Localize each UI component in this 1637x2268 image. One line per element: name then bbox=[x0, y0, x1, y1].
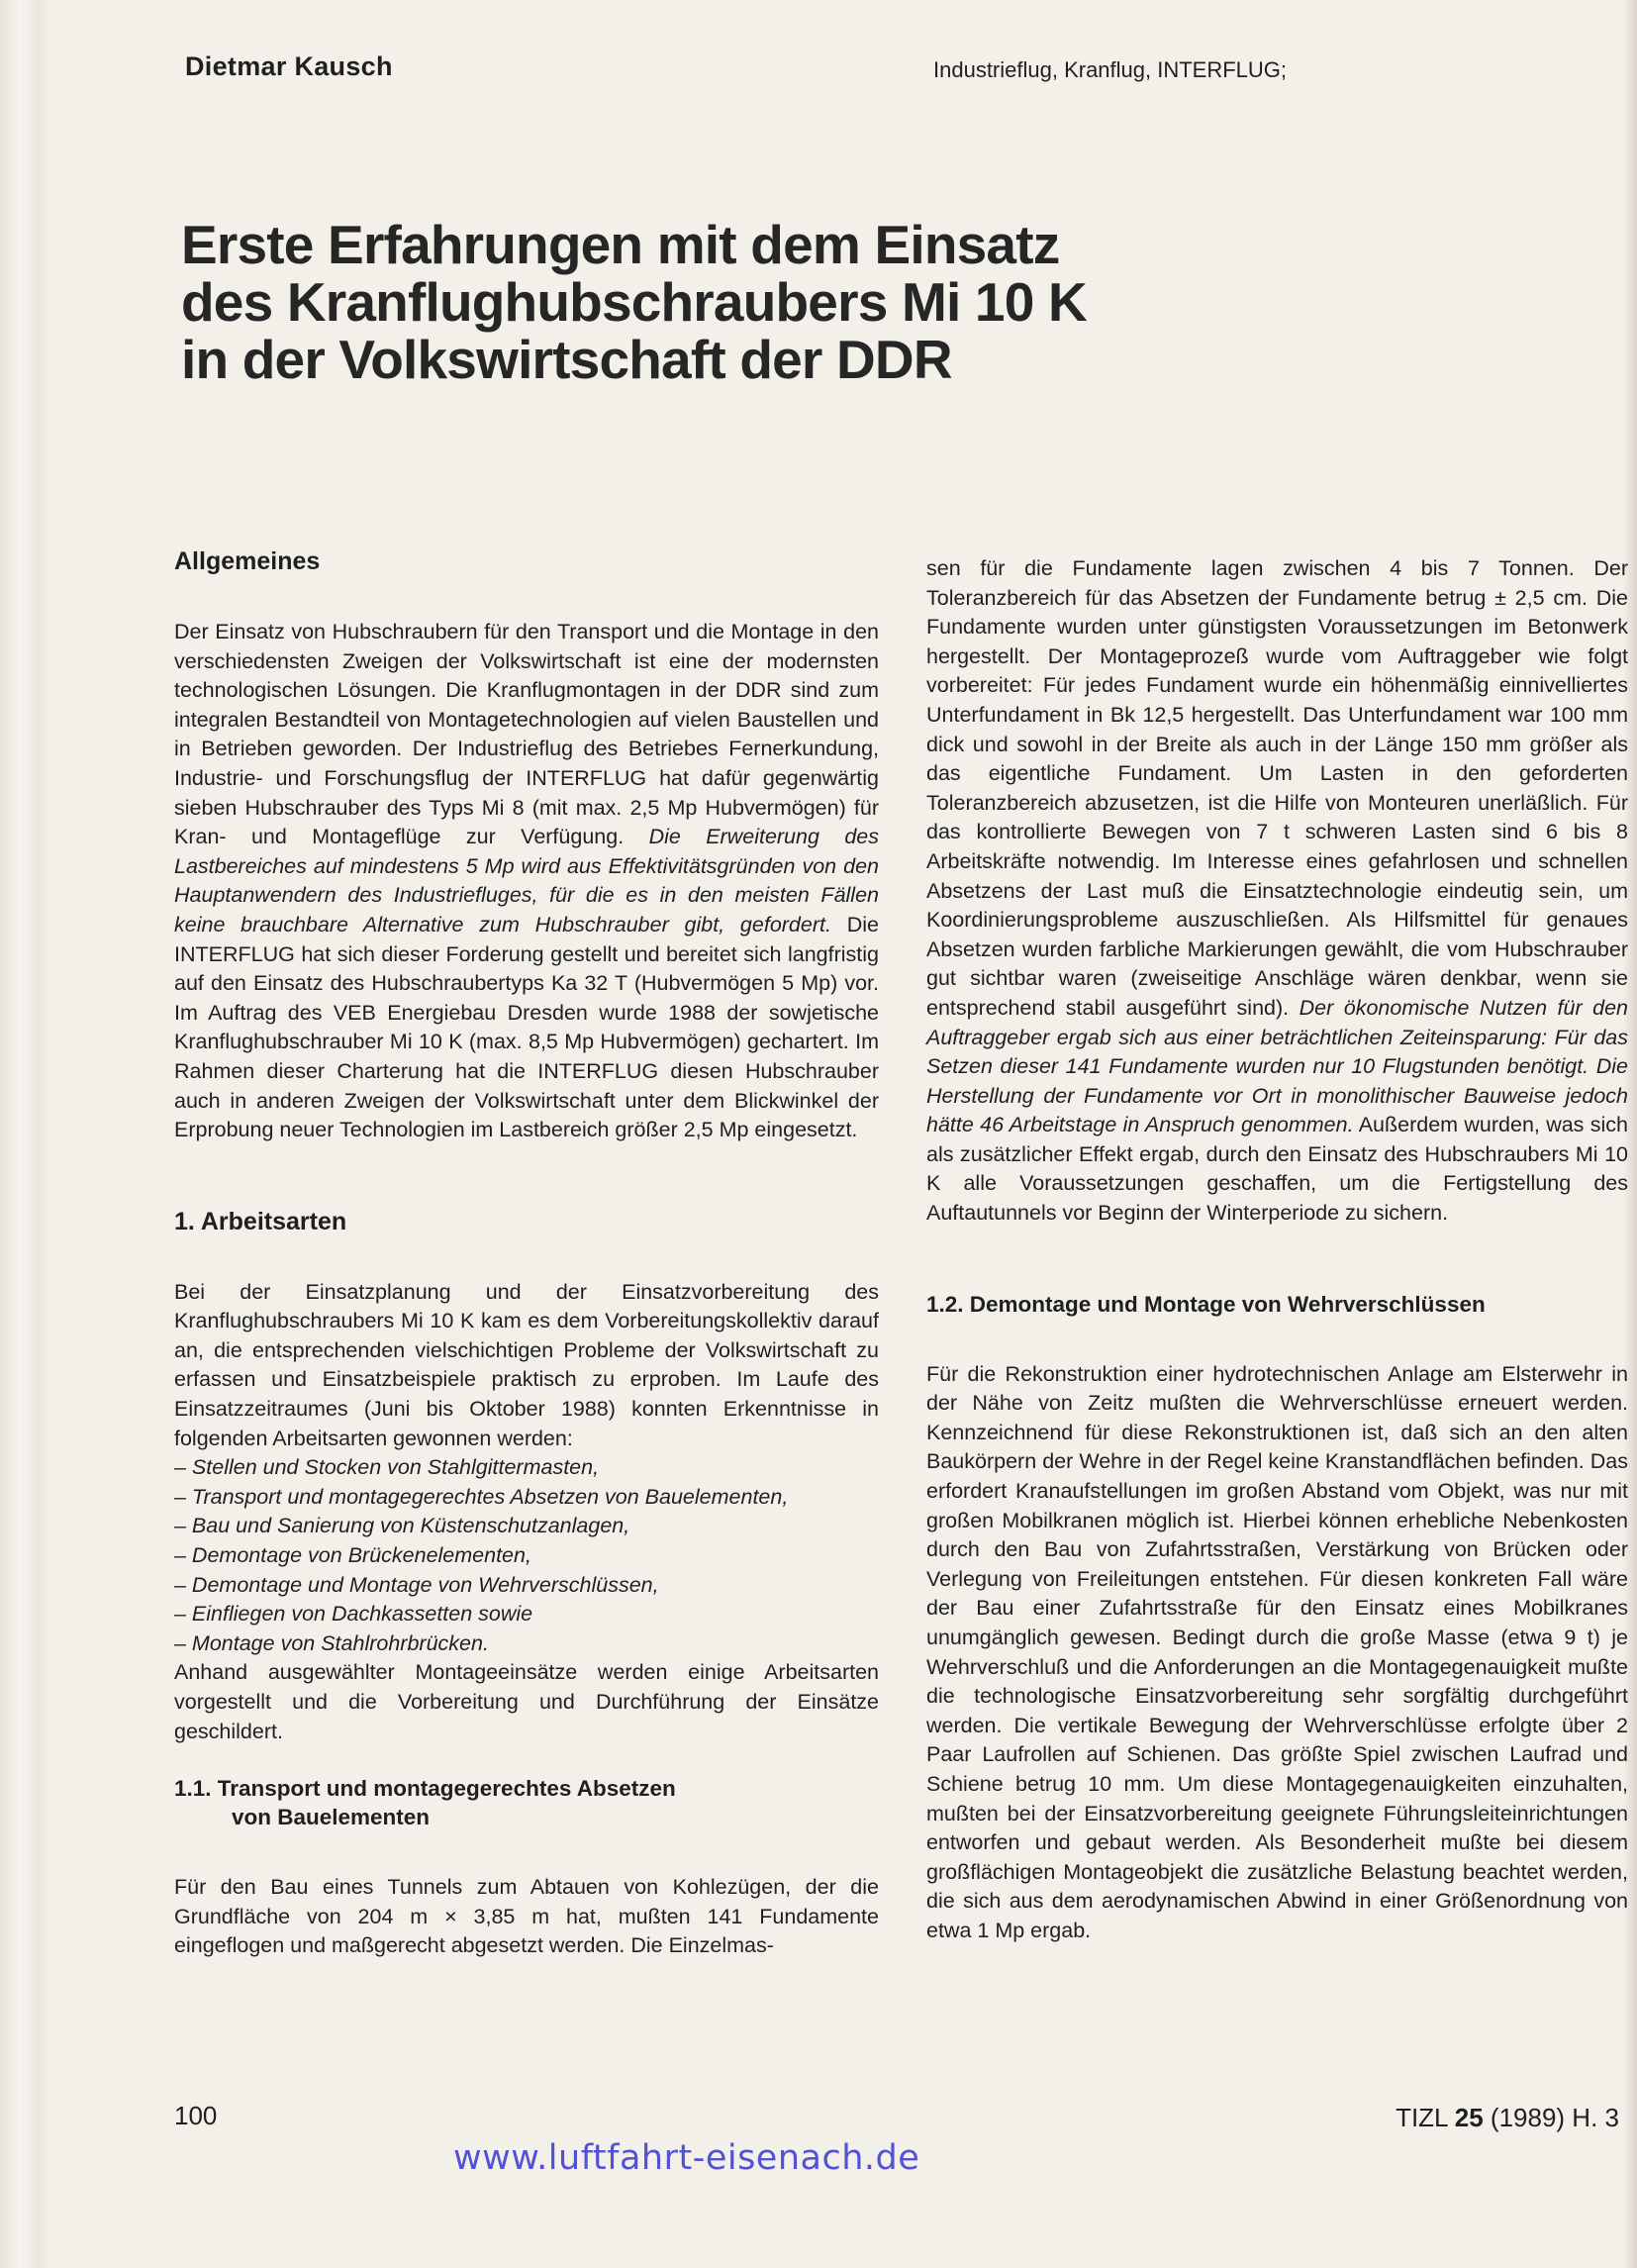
journal-citation bbox=[1396, 2103, 1619, 2133]
journal-prefix: TIZL bbox=[1396, 2103, 1455, 2132]
list-item: – Montage von Stahlrohrbrücken. bbox=[174, 1630, 489, 1655]
journal-suffix: (1989) H. 3 bbox=[1483, 2103, 1619, 2132]
heading-line: von Bauelementen bbox=[232, 1805, 431, 1830]
paragraph-section-1-2: Für die Rekonstruktion einer hydrotechnischen Anlage am Elsterwehr in der Nähe von Zeitz mußten die Wehrverschlüsse erneuert werden. Kennzeichnend für diese Rekonstruktionen ist, daß sich an den alten Baukörpern der Wehre in der Regel keine Kranstandflächen befinden. Das erfordert Kranaufstellungen im großen Abstand vom Objekt, was nur mit großen Mobilkranen möglich ist. Hierbei können erhebliche Nebenkosten durch den Bau von Zufahrtsstraßen, Verstärkung von Brücken oder Verlegung von Freileitungen entstehen. Für diesen konkreten Fall wäre der Bau einer Zufahrtsstraße für den Einsatz eines Mobilkranes unumgänglich gewesen. Bedingt durch die große Masse (etwa 9 t) je Wehrverschluß und die Anforderungen an die Montagegenauigkeit mußte die technologische Einsatzvorbereitung sehr sorgfältig durchgeführt werden. Die vertikale Bewegung der Wehrverschlüsse erfolgte über 2 Paar Laufrollen auf Schienen. Das größte Spiel zwischen Laufrad und Schiene betrug 10 mm. Um diese Montagegenauigkeiten einzuhalten, mußten bei der Einsatzvorbereitung geeignete Führungsleiteinrichtungen entworfen und gebaut werden. Als Besonderheit mußte bei diesem großflächigen Montageobjekt die zusätzliche Belastung beachtet werden, die sich aus dem aerodynamischen Abwind in einer Größenordnung von etwa 1 Mp ergab. bbox=[926, 1361, 1628, 1942]
title-line: des Kranflughubschraubers Mi 10 K bbox=[181, 271, 1087, 333]
section-heading-1-2: 1.2. Demontage und Montage von Wehrverschlüssen bbox=[926, 1291, 1486, 1317]
page-binding-edge bbox=[0, 0, 51, 2268]
journal-volume: 25 bbox=[1454, 2103, 1484, 2132]
heading-line: 1.1. Transport und montagegerechtes Absetzen bbox=[174, 1776, 676, 1802]
paragraph-continuation bbox=[926, 554, 1628, 1229]
arbeitsarten-list bbox=[174, 1453, 879, 1658]
watermark-url: www.luftfahrt-eisenach.de bbox=[453, 2138, 920, 2178]
section-heading-1-1 bbox=[174, 1774, 879, 1831]
paragraph-italic-text: Die Erweiterung des Lastbereiches auf mindestens 5 Mp wird aus Effektivitätsgründen von den Hauptanwendern des Industriefluges, für die es in den meisten Fällen keine brauchbare Alternative zum Hubschrauber gibt, gefordert. bbox=[174, 825, 879, 937]
right-column bbox=[926, 554, 1628, 1946]
list-item: – Einfliegen von Dachkassetten sowie bbox=[174, 1602, 533, 1627]
section-heading-allgemeines: Allgemeines bbox=[174, 547, 321, 575]
left-column bbox=[174, 546, 879, 1961]
title-line: Erste Erfahrungen mit dem Einsatz bbox=[181, 214, 1060, 275]
paragraph-text: Der Einsatz von Hubschraubern für den Transport und die Montage in den verschiedensten Zweigen der Volkswirtschaft ist eine der modernsten technologischen Lösungen. Die Kranflugmontagen in der DDR sind zum integralen Bestandteil von Montagetechnologien auf vielen Baustellen und in Betrieben geworden. Der Industrieflug des Betriebes Fernerkundung, Industrie- und Forschungsflug der INTERFLUG hat dafür gegenwärtig sieben Hubschrauber des Typs Mi 8 (mit max. 2,5 Mp Hubvermögen) für Kran- und Montageflüge zur Verfügung. bbox=[174, 620, 879, 849]
list-item: – Stellen und Stocken von Stahlgittermasten, bbox=[174, 1455, 600, 1480]
article-title bbox=[181, 216, 1171, 388]
list-item: – Demontage von Brückenelementen, bbox=[174, 1543, 531, 1568]
page-number: 100 bbox=[174, 2101, 218, 2130]
paragraph-allgemeines bbox=[174, 618, 879, 1145]
paragraph-section-1-1: Für den Bau eines Tunnels zum Abtauen von Kohlezügen, der die Grundfläche von 204 m × 3,85 m hat, mußten 141 Fundamente eingeflogen und maßgerecht abgesetzt werden. Die Einzelmas- bbox=[174, 1875, 879, 1958]
paragraph-arbeitsarten-outro: Anhand ausgewählter Montageeinsätze werden einige Arbeitsarten vorgestellt und die Vorbereitung und Durchführung der Einsätze geschildert. bbox=[174, 1660, 879, 1743]
list-item: – Transport und montagegerechtes Absetzen von Bauelementen, bbox=[174, 1484, 789, 1509]
title-line: in der Volkswirtschaft der DDR bbox=[181, 329, 952, 390]
paragraph-text: sen für die Fundamente lagen zwischen 4 bis 7 Tonnen. Der Toleranzbereich für das Absetzen der Fundamente betrug ± 2,5 cm. Die Fundamente wurden unter günstigsten Voraussetzungen im Betonwerk hergestellt. Der Montageprozeß wurde vom Auftraggeber wie folgt vorbereitet: Für jedes Fundament wurde ein höhenmäßig einnivelliertes Unterfundament in Bk 12,5 hergestellt. Das Unterfundament war 100 mm dick und sowohl in der Breite als auch in der Länge 150 mm größer als das eigentliche Fundament. Um Lasten in den geforderten Toleranzbereich abzusetzen, ist die Hilfe von Monteuren unerläßlich. Für das kontrollierte Bewegen von 7 t schweren Lasten sind 6 bis 8 Arbeitskräfte notwendig. Im Interesse eines gefahrlosen und schnellen Absetzens der Last muß die Einsatztechnologie eindeutig sein, um Koordinierungsprobleme auszuschließen. Als Hilfsmittel für genaues Absetzen wurden farbliche Markierungen gewählt, die vom Hubschrauber gut sichtbar waren (zweiseitige Anschläge wären denkbar, wenn sie entsprechend stabil ausgeführt sind). bbox=[926, 556, 1628, 1020]
author-name: Dietmar Kausch bbox=[185, 51, 393, 81]
list-item: – Demontage und Montage von Wehrverschlüssen, bbox=[174, 1572, 659, 1597]
article-keywords: Industrieflug, Kranflug, INTERFLUG; bbox=[933, 57, 1288, 82]
paragraph-arbeitsarten-intro: Bei der Einsatzplanung und der Einsatzvorbereitung des Kranflughubschraubers Mi 10 K kam es dem Vorbereitungskollektiv darauf an, die entsprechenden vielschichtigen Probleme der Volkswirtschaft zu erfassen und Einsatzbeispiele praktisch zu erproben. Im Laufe des Einsatzzeitraumes (Juni bis Oktober 1988) konnten Erkenntnisse in folgenden Arbeitsarten gewonnen werden: bbox=[174, 1279, 879, 1450]
list-item: – Bau und Sanierung von Küstenschutzanlagen, bbox=[174, 1514, 630, 1538]
paragraph-italic-text: Der ökonomische Nutzen für den Auftraggeber ergab sich aus einer beträchtlichen Zeiteinsparung: Für das Setzen dieser 141 Fundamente wurden nur 10 Flugstunden benötigt. Die Herstellung der Fundamente vor Ort in monolithischer Bauweise jedoch hätte 46 Arbeitstage in Anspruch genommen. bbox=[926, 995, 1628, 1137]
section-heading-arbeitsarten: 1. Arbeitsarten bbox=[174, 1207, 347, 1235]
paragraph-text: Die INTERFLUG hat sich dieser Forderung gestellt und bereitet sich langfristig auf den Einsatz des Hubschraubertyps Ka 32 T (Hubvermögen 5 Mp) vor. Im Auftrag des VEB Energiebau Dresden wurde 1988 der sowjetische Kranflughubschrauber Mi 10 K (max. 8,5 Mp Hubvermögen) gechartert. Im Rahmen dieser Charterung hat die INTERFLUG diesen Hubschrauber auch in anderen Zweigen der Volkswirtschaft unter dem Blickwinkel der Erprobung neuer Technologien im Lastbereich größer 2,5 Mp eingesetzt. bbox=[174, 912, 879, 1142]
paragraph-text: Außerdem wurden, was sich als zusätzlicher Effekt ergab, durch den Einsatz des Hubschraubers Mi 10 K alle Voraussetzungen geschaffen, um die Fertigstellung des Auftautunnels vor Beginn der Winterperiode zu sichern. bbox=[926, 1113, 1628, 1226]
